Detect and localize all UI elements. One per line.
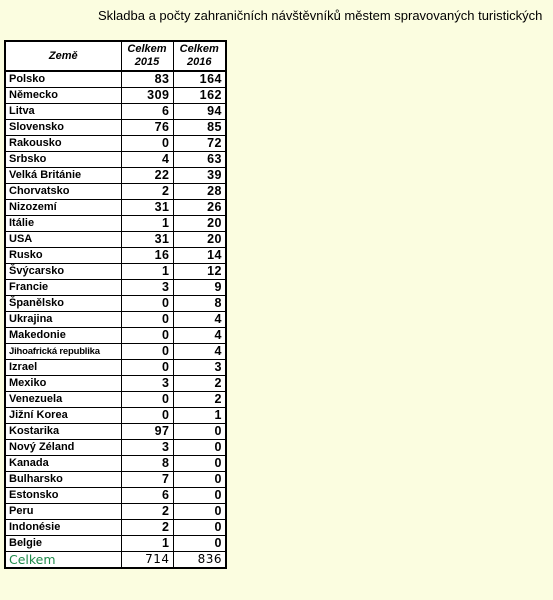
table-row [5, 328, 226, 344]
country-cell: Jihoafrická republika [5, 344, 121, 360]
table-row [5, 376, 226, 392]
table-row [5, 88, 226, 104]
value-2015-cell: 8 [121, 456, 173, 472]
value-2015-cell: 0 [121, 328, 173, 344]
value-2015-cell: 2 [121, 504, 173, 520]
value-2015-cell: 31 [121, 232, 173, 248]
value-2016-cell: 162 [173, 88, 226, 104]
value-2015-cell: 6 [121, 104, 173, 120]
value-2015-cell: 6 [121, 488, 173, 504]
table-row [5, 120, 226, 136]
country-cell: Ukrajina [5, 312, 121, 328]
country-cell: Kostarika [5, 424, 121, 440]
table-row [5, 408, 226, 424]
table-row [5, 472, 226, 488]
total-2016: 836 [173, 552, 226, 569]
country-cell: Venezuela [5, 392, 121, 408]
table-row [5, 424, 226, 440]
table-row [5, 344, 226, 360]
country-cell: Nizozemí [5, 200, 121, 216]
value-2015-cell: 83 [121, 71, 173, 88]
value-2015-cell: 3 [121, 440, 173, 456]
value-2015-cell: 0 [121, 136, 173, 152]
value-2016-cell: 0 [173, 520, 226, 536]
country-cell: Chorvatsko [5, 184, 121, 200]
header-2015-label: Celkem 2015 [127, 43, 167, 68]
value-2016-cell: 20 [173, 232, 226, 248]
value-2016-cell: 39 [173, 168, 226, 184]
table-row [5, 248, 226, 264]
country-cell: Polsko [5, 71, 121, 88]
table-row [5, 184, 226, 200]
value-2015-cell: 2 [121, 184, 173, 200]
value-2015-cell: 0 [121, 312, 173, 328]
table-row [5, 440, 226, 456]
country-cell: Jižní Korea [5, 408, 121, 424]
table-row [5, 504, 226, 520]
value-2015-cell: 0 [121, 392, 173, 408]
value-2016-cell: 28 [173, 184, 226, 200]
value-2016-cell: 72 [173, 136, 226, 152]
value-2016-cell: 12 [173, 264, 226, 280]
value-2015-cell: 0 [121, 296, 173, 312]
value-2016-cell: 0 [173, 488, 226, 504]
country-cell: Itálie [5, 216, 121, 232]
table-row [5, 312, 226, 328]
value-2016-cell: 63 [173, 152, 226, 168]
value-2016-cell: 2 [173, 392, 226, 408]
value-2016-cell: 2 [173, 376, 226, 392]
country-cell: Kanada [5, 456, 121, 472]
header-row [5, 41, 226, 71]
value-2015-cell: 4 [121, 152, 173, 168]
country-cell: Švýcarsko [5, 264, 121, 280]
table-row [5, 392, 226, 408]
header-country: Země [5, 41, 121, 71]
value-2016-cell: 4 [173, 328, 226, 344]
value-2016-cell: 94 [173, 104, 226, 120]
table-row [5, 200, 226, 216]
value-2016-cell: 0 [173, 536, 226, 552]
value-2016-cell: 0 [173, 424, 226, 440]
value-2015-cell: 97 [121, 424, 173, 440]
value-2015-cell: 0 [121, 344, 173, 360]
table-row [5, 456, 226, 472]
country-cell: Mexiko [5, 376, 121, 392]
total-2015: 714 [121, 552, 173, 569]
table-row [5, 360, 226, 376]
total-label: Celkem [5, 552, 121, 569]
value-2015-cell: 0 [121, 408, 173, 424]
value-2016-cell: 20 [173, 216, 226, 232]
header-2016 [173, 41, 226, 71]
country-cell: Makedonie [5, 328, 121, 344]
country-cell: Rusko [5, 248, 121, 264]
page-title: Skladba a počty zahraničních návštěvníků městem spravovaných turistických [98, 8, 543, 23]
table-row [5, 232, 226, 248]
value-2015-cell: 1 [121, 536, 173, 552]
table-row [5, 520, 226, 536]
country-cell: Německo [5, 88, 121, 104]
table-row [5, 104, 226, 120]
header-2015 [121, 41, 173, 71]
table-row [5, 280, 226, 296]
header-2016-label: Celkem 2016 [179, 43, 219, 68]
value-2016-cell: 0 [173, 440, 226, 456]
country-cell: USA [5, 232, 121, 248]
table-row [5, 488, 226, 504]
value-2015-cell: 0 [121, 360, 173, 376]
value-2016-cell: 85 [173, 120, 226, 136]
value-2016-cell: 14 [173, 248, 226, 264]
value-2016-cell: 9 [173, 280, 226, 296]
table-row [5, 264, 226, 280]
value-2015-cell: 3 [121, 376, 173, 392]
value-2015-cell: 22 [121, 168, 173, 184]
value-2016-cell: 4 [173, 312, 226, 328]
table-row [5, 536, 226, 552]
value-2015-cell: 76 [121, 120, 173, 136]
value-2016-cell: 164 [173, 71, 226, 88]
value-2016-cell: 26 [173, 200, 226, 216]
country-cell: Indonésie [5, 520, 121, 536]
value-2015-cell: 309 [121, 88, 173, 104]
visitors-table [4, 40, 227, 569]
country-cell: Litva [5, 104, 121, 120]
value-2016-cell: 0 [173, 472, 226, 488]
country-cell: Bulharsko [5, 472, 121, 488]
value-2015-cell: 3 [121, 280, 173, 296]
value-2016-cell: 1 [173, 408, 226, 424]
table-body [5, 71, 226, 552]
table-row [5, 136, 226, 152]
country-cell: Belgie [5, 536, 121, 552]
country-cell: Estonsko [5, 488, 121, 504]
value-2015-cell: 1 [121, 264, 173, 280]
value-2015-cell: 31 [121, 200, 173, 216]
country-cell: Peru [5, 504, 121, 520]
table-footer [5, 552, 226, 569]
table-row [5, 216, 226, 232]
total-row [5, 552, 226, 569]
table-row [5, 296, 226, 312]
value-2016-cell: 4 [173, 344, 226, 360]
table-row [5, 71, 226, 88]
value-2015-cell: 2 [121, 520, 173, 536]
value-2015-cell: 1 [121, 216, 173, 232]
table-header [5, 41, 226, 71]
country-cell: Francie [5, 280, 121, 296]
value-2015-cell: 7 [121, 472, 173, 488]
value-2016-cell: 0 [173, 456, 226, 472]
value-2016-cell: 0 [173, 504, 226, 520]
table-row [5, 152, 226, 168]
country-cell: Nový Zéland [5, 440, 121, 456]
country-cell: Španělsko [5, 296, 121, 312]
value-2016-cell: 3 [173, 360, 226, 376]
value-2016-cell: 8 [173, 296, 226, 312]
country-cell: Rakousko [5, 136, 121, 152]
country-cell: Slovensko [5, 120, 121, 136]
country-cell: Izrael [5, 360, 121, 376]
value-2015-cell: 16 [121, 248, 173, 264]
country-cell: Srbsko [5, 152, 121, 168]
country-cell: Velká Británie [5, 168, 121, 184]
table-row [5, 168, 226, 184]
